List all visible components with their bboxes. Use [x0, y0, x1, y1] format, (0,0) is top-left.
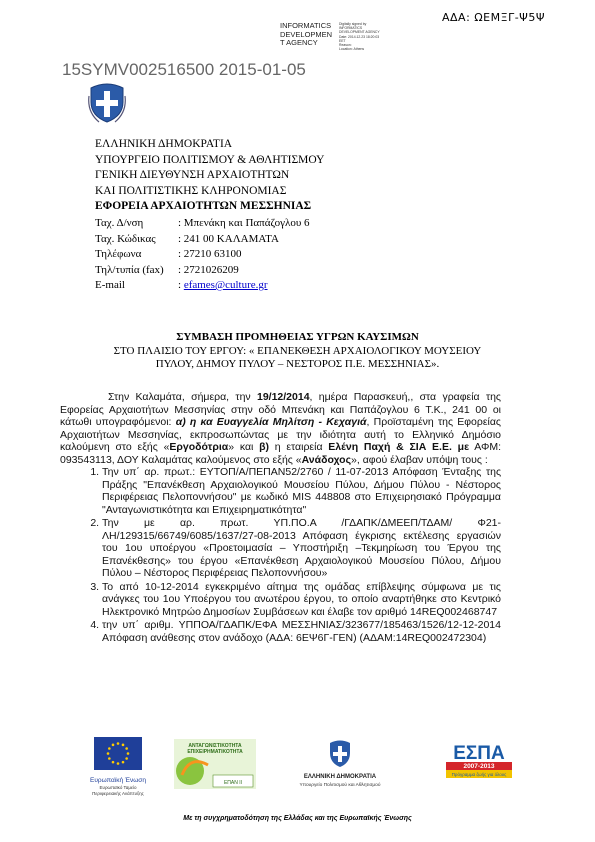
intro-text: Στην Καλαμάτα, σήμερα, την	[108, 391, 257, 403]
header-line: ΥΠΟΥΡΓΕΙΟ ΠΟΛΙΤΙΣΜΟΥ & ΑΘΛΗΤΙΣΜΟΥ	[95, 153, 325, 166]
intro-text: , ημέρα Παρασκευή,, στα γραφεία της Εφορείας Αρχαιοτήτων Μεσσηνίας στην οδό Μπενάκη και Παπάζογλου 6 Τ.Κ., 241 00 οι κάτωθι υπογραφόμενοι:	[60, 391, 501, 428]
eu-star-icon	[112, 761, 115, 764]
contact-row-address	[95, 216, 310, 232]
eu-star-icon	[117, 742, 120, 745]
contact-row-phone	[95, 247, 310, 263]
contact-value: : 241 00 ΚΑΛΑΜΑΤΑ	[178, 232, 279, 245]
intro-text: », αφού έλαβαν υπόψη τους :	[351, 453, 488, 466]
ada-code: ΑΔΑ: ΩΕΜΞΓ-Ψ5Ψ	[442, 11, 545, 24]
comp-sub: ΕΠΑΝ ΙΙ	[223, 780, 243, 786]
eu-label: Ευρωπαϊκή Ένωση	[90, 777, 146, 784]
contact-label: Ταχ. Δ/νση	[95, 217, 144, 229]
eu-star-icon	[122, 744, 125, 747]
header-line: ΕΛΛΗΝΙΚΗ ΔΗΜΟΚΡΑΤΙΑ	[95, 138, 233, 150]
eu-star-icon	[117, 762, 120, 765]
funding-logos	[90, 735, 515, 810]
intro-paragraph	[60, 391, 501, 466]
list-item: 1. Την υπ΄ αρ. πρωτ.: ΕΥΤΟΠ/Α/ΠΕΠΑΝ52/2760 / 11-07-2013 Απόφαση Ένταξης της Πράξης "Επανέκθεση Αρχαιολογικού Μουσείου Πύλου, Δήμου Πύλου - Νέστορος Περιφέρειας Πελοποννήσου" με κωδικό MIS 448808 στο Επιχειρησιακό Πρόγραμμα "Ανταγωνιστικότητα και Επιχειρηματικότητα"	[102, 466, 501, 516]
contractor-term: Ανάδοχος	[301, 453, 352, 466]
contract-body	[60, 391, 501, 645]
signature-detail-line: INFORMATICS	[339, 26, 363, 31]
eu-sub: Ευρωπαϊκό Ταμείο	[99, 785, 137, 790]
contact-label: E-mail	[95, 279, 125, 291]
eu-star-icon	[125, 747, 128, 750]
funding-logos-svg	[90, 735, 515, 810]
eu-star-icon	[108, 757, 111, 760]
greek-emblem-icon	[87, 82, 127, 129]
contact-row-postcode	[95, 232, 310, 248]
party-a: α) η κα Ευαγγελία Μηλίτση - Κεχαγιά	[175, 416, 367, 428]
signature-detail-line: Date: 2014.12.23 18:20:03	[339, 34, 380, 39]
title-line: ΠΥΛΟΥ, ΔΗΜΟΥ ΠΥΛΟΥ – ΝΕΣΤΟΡΟΣ Π.Ε. ΜΕΣΣΗΝΙΑΣ».	[155, 358, 440, 370]
espa-years: 2007-2013	[463, 763, 495, 770]
eu-sub: Περιφερειακής Ανάπτυξης	[92, 791, 144, 796]
title-line: ΣΤΟ ΠΛΑΙΣΙΟ ΤΟΥ ΕΡΓΟΥ: « ΕΠΑΝΕΚΘΕΣΗ ΑΡΧΑΙΟΛΟΓΙΚΟΥ ΜΟΥΣΕΙΟΥ	[113, 344, 482, 357]
espa-sub: Πρόγραμμα ζωής για όλους	[451, 772, 507, 777]
company-name: Ελένη Παχή & ΣΙΑ Ε.Ε. με	[328, 441, 470, 453]
contact-row-fax	[95, 263, 310, 279]
eu-star-icon	[108, 747, 111, 750]
intro-text: , Προϊσταμένη της Εφορείας Αρχαιοτήτων Μεσσηνίας, εκπροσωπώντας με την ιδιότητα αυτή το Ελληνικό Δημόσιο καλούμενη στο εξής «	[60, 416, 501, 453]
contact-label: Τηλέφωνα	[95, 248, 142, 260]
signature-org-line: T AGENCY	[280, 38, 318, 47]
intro-text: » και	[228, 441, 260, 453]
eu-star-icon	[112, 744, 115, 747]
signature-detail-line: EET	[339, 38, 346, 43]
contact-value: : 27210 63100	[178, 248, 242, 260]
contract-date: 19/12/2014	[256, 391, 310, 403]
eu-star-icon	[107, 752, 110, 755]
cofinancing-note: Με τη συγχρηματοδότηση της Ελλάδας και της Ευρωπαϊκής Ένωσης	[183, 815, 412, 822]
signature-detail-line: DEVELOPMENT AGENCY	[339, 30, 380, 35]
document-id: 15SYMV002516500 2015-01-05	[62, 60, 306, 79]
contact-colon: :	[178, 279, 184, 291]
signature-details	[339, 22, 399, 51]
contact-value: : Μπενάκη και Παπάζογλου 6	[178, 217, 310, 229]
header-line-ephorate: ΕΦΟΡΕΙΑ ΑΡΧΑΙΟΤΗΤΩΝ ΜΕΣΣΗΝΙΑΣ	[95, 200, 312, 212]
contact-value: : 2721026209	[178, 263, 239, 276]
intro-text: η εταιρεία	[269, 441, 329, 453]
eu-flag-icon	[94, 737, 142, 770]
list-item: 3. Το από 10-12-2014 εγκεκριμένο αίτημα της ομάδας επίβλεψης σύμφωνα με τις ανάγκες του 1ου Υποέργου του ανωτέρου έργου, το οποίο αναρτήθηκε στο Κεντρικό Ηλεκτρονικό Μητρώο Δημοσίων Συμβάσεων και έλαβε τον αριθμό 14REQ002468747	[102, 581, 501, 619]
eu-star-icon	[127, 752, 130, 755]
signature-detail-line: Reason:	[339, 43, 352, 48]
party-b-label: β)	[259, 441, 270, 453]
signature-org	[280, 22, 332, 48]
intro-text: ΑΦΜ: 093543113, ΔΟΥ Καλαμάτας καλούμενος στο εξής «	[60, 441, 501, 466]
ministry-sub: Υπουργείο Πολιτισμού και Αθλητισμού	[299, 783, 381, 788]
list-item: 4. την υπ΄ αριθμ. ΥΠΠΟΑ/ΓΔΑΠΚ/ΕΦΑ ΜΕΣΣΗΝΙΑΣ/323677/185463/1526/12-12-2014 Απόφαση ανάθεσης στον ανάδοχο (ΑΔΑ: 6ΕΨ6Γ-ΓΕΝ) (ΑΔΑΜ:14REQ002472304)	[102, 619, 501, 644]
title-line: ΣΥΜΒΑΣΗ ΠΡΟΜΗΘΕΙΑΣ ΥΓΡΩΝ ΚΑΥΣΙΜΩΝ	[176, 331, 419, 343]
contact-label: Ταχ. Κώδικας	[95, 232, 156, 245]
considerations-list	[60, 466, 501, 644]
ministry-label: ΕΛΛΗΝΙΚΗ ΔΗΜΟΚΡΑΤΙΑ	[303, 774, 377, 780]
signature-detail-line: Location: Athens	[339, 47, 365, 52]
ministry-emblem-icon	[330, 741, 350, 768]
signature-detail-line: Digitally signed by	[339, 22, 367, 26]
contact-block	[95, 216, 310, 294]
header-line: ΚΑΙ ΠΟΛΙΤΙΣΤΙΚΗΣ ΚΛΗΡΟΝΟΜΙΑΣ	[95, 184, 287, 197]
eu-star-icon	[125, 757, 128, 760]
email-link[interactable]: efames@culture.gr	[183, 279, 268, 291]
contact-label: Τηλ/τυπία (fax)	[95, 263, 164, 276]
signature-org-line: DEVELOPMEN	[280, 29, 333, 39]
header-line: ΓΕΝΙΚΗ ΔΙΕΥΘΥΝΣΗ ΑΡΧΑΙΟΤΗΤΩΝ	[95, 169, 290, 181]
authority-header	[95, 137, 324, 215]
contract-title	[0, 331, 595, 372]
contact-row-email	[95, 278, 310, 294]
comp-label2: ΕΠΙΧΕΙΡΗΜΑΤΙΚΟΤΗΤΑ	[187, 749, 243, 755]
list-item: 2. Την με αρ. πρωτ. ΥΠ.ΠΟ.Α /ΓΔΑΠΚ/ΔΜΕΕΠ/ΤΔΑΜ/ Φ21-ΛΗ/129315/66749/6085/1637/27-08-2013 Απόφαση έγκρισης εκτέλεσης εργασιών του 1ου υποέργου «Προετοιμασία – Υποστήριξη –Τεκμηρίωση του Έργου της Επανέκθεσης» του έργου «Επανέκθεση Αρχαιολογικού Μουσείου Πύλου, Δήμου Πύλου – Νέστορος Περιφέρειας Πελοποννήσου»	[102, 517, 501, 580]
comp-label: ΑΝΤΑΓΩΝΙΣΤΙΚΟΤΗΤΑ	[188, 743, 242, 749]
signature-org-line: INFORMATICS	[280, 21, 332, 30]
employer-term: Εργοδότρια	[169, 441, 229, 453]
eu-star-icon	[122, 761, 125, 764]
espa-label: ΕΣΠΑ	[453, 743, 505, 764]
